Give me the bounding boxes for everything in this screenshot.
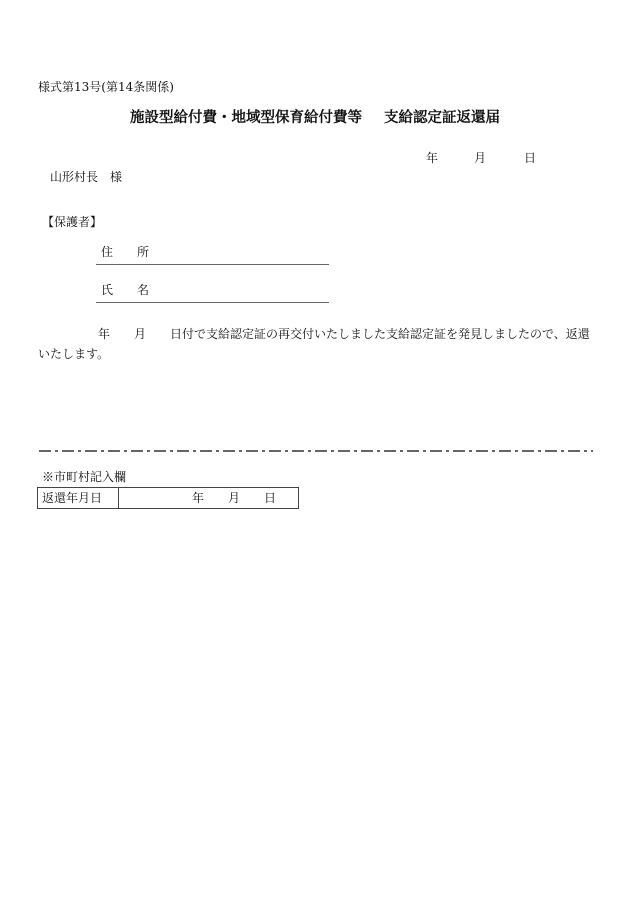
date-year-label: 年 <box>426 151 439 165</box>
body-month-label: 月 <box>134 327 147 341</box>
declaration-text <box>38 324 594 364</box>
guardian-heading: 【保護者】 <box>42 215 103 229</box>
body-year-label: 年 <box>98 327 111 341</box>
return-date-value[interactable] <box>192 488 276 508</box>
title-main: 施設型給付費・地域型保育給付費等 <box>130 109 362 126</box>
date-month-label: 月 <box>474 151 487 165</box>
return-date-label: 返還年月日 <box>38 488 119 508</box>
document-title <box>0 111 630 126</box>
date-day-label: 日 <box>524 151 537 165</box>
addressee <box>50 171 122 183</box>
address-field[interactable] <box>96 246 329 265</box>
office-use-note: ※市町村記入欄 <box>42 470 127 484</box>
return-day-label: 日 <box>264 491 277 505</box>
title-sub: 支給認定証返還届 <box>384 109 500 126</box>
name-label: 氏 名 <box>101 283 150 297</box>
addressee-name: 山形村長 <box>50 170 99 184</box>
body-text: 日付で支給認定証の再交付いたしました支給認定証を発見しましたので、返還いたします。 <box>38 327 590 361</box>
return-month-label: 月 <box>228 491 241 505</box>
form-number: 様式第13号(第14条関係) <box>38 80 174 94</box>
name-field[interactable] <box>96 284 329 303</box>
submission-date <box>426 152 536 164</box>
return-date-table <box>37 487 299 509</box>
addressee-honorific: 様 <box>110 170 123 184</box>
address-label: 住 所 <box>101 245 150 259</box>
cut-line-divider <box>39 449 593 453</box>
return-year-label: 年 <box>192 491 205 505</box>
